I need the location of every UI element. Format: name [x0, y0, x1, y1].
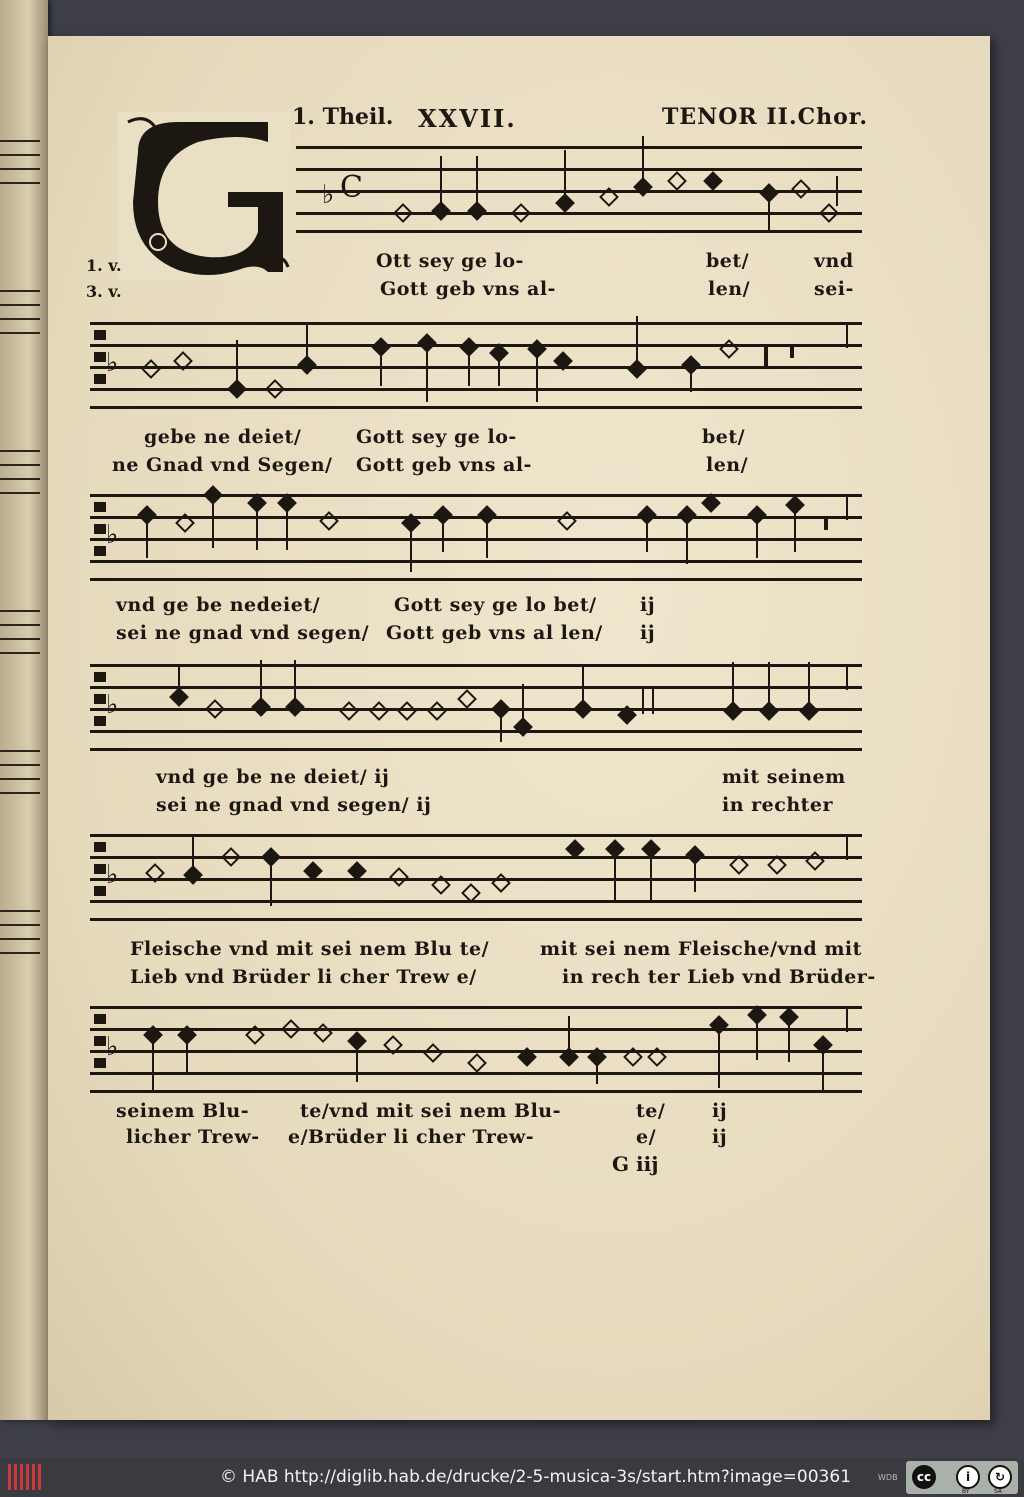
- lyric: te/: [636, 1100, 666, 1122]
- lyric: gebe ne deiet/: [144, 426, 302, 448]
- staff-system-3: [90, 494, 862, 574]
- flat-sign: ♭: [106, 860, 119, 890]
- staff-system-2: [90, 322, 862, 402]
- voice-heading: TENOR II.Chor.: [662, 104, 869, 130]
- viewer-footer: [0, 1458, 1024, 1497]
- share-alike-icon: ↻: [988, 1465, 1012, 1489]
- lyric: in rechter: [722, 794, 834, 816]
- cc-icon: cc: [912, 1465, 936, 1489]
- library-logo-icon[interactable]: [8, 1464, 42, 1490]
- attribution-icon: i: [956, 1465, 980, 1489]
- staff-system-6: [90, 1006, 862, 1086]
- lyric: Ott sey ge lo-: [376, 250, 524, 272]
- signature-mark: G iij: [612, 1152, 659, 1176]
- verse-mark-1: 1. v.: [86, 256, 122, 275]
- lyric: e/Brüder li cher Trew-: [288, 1126, 535, 1148]
- lyric: licher Trew-: [126, 1126, 260, 1148]
- lyric: e/: [636, 1126, 657, 1148]
- staff-system-1: [296, 146, 862, 226]
- lyric: te/vnd mit sei nem Blu-: [300, 1100, 561, 1122]
- decorated-initial-g-icon: [118, 112, 290, 280]
- lyric: mit sei nem Fleische/vnd mit: [540, 938, 862, 960]
- staff-system-4: [90, 664, 862, 744]
- lyric: ij: [640, 622, 656, 644]
- license-by-label: BY: [962, 1488, 970, 1495]
- lyric: Gott geb vns al-: [380, 278, 556, 300]
- lyric: Gott geb vns al len/: [386, 622, 603, 644]
- lyric: len/: [708, 278, 751, 300]
- facing-staff-fragment: [0, 900, 40, 970]
- cc-license-badge[interactable]: [906, 1461, 1018, 1494]
- lyric: bet/: [702, 426, 746, 448]
- flat-sign: ♭: [106, 690, 119, 720]
- facing-staff-fragment: [0, 440, 40, 510]
- copyright-url[interactable]: © HAB http://diglib.hab.de/drucke/2-5-musica-3s/start.htm?image=00361: [220, 1467, 852, 1487]
- lyric: sei ne gnad vnd segen/ ij: [156, 794, 432, 816]
- lyric: bet/: [706, 250, 750, 272]
- facing-page-edge: [0, 0, 48, 1420]
- lyric: ij: [712, 1126, 728, 1148]
- flat-sign: ♭: [106, 1032, 119, 1062]
- staff-system-5: [90, 834, 862, 914]
- verse-mark-3: 3. v.: [86, 282, 122, 301]
- lyric: ne Gnad vnd Segen/: [112, 454, 333, 476]
- lyric: mit seinem: [722, 766, 846, 788]
- lyric: len/: [706, 454, 749, 476]
- page-number-heading: XXVII.: [418, 104, 517, 133]
- facing-staff-fragment: [0, 740, 40, 810]
- lyric: ij: [640, 594, 656, 616]
- lyric: Gott geb vns al-: [356, 454, 532, 476]
- lyric: sei ne gnad vnd segen/: [116, 622, 370, 644]
- lyric: Fleische vnd mit sei nem Blu te/: [130, 938, 490, 960]
- part-heading: 1. Theil.: [292, 104, 394, 130]
- lyric: in rech ter Lieb vnd Brüder-: [562, 966, 876, 988]
- flat-sign: ♭: [322, 180, 335, 210]
- lyric: Gott sey ge lo-: [356, 426, 517, 448]
- flat-sign: ♭: [106, 348, 119, 378]
- lyric: Gott sey ge lo bet/: [394, 594, 597, 616]
- facing-staff-fragment: [0, 130, 40, 200]
- facing-staff-fragment: [0, 280, 40, 350]
- lyric: sei-: [814, 278, 854, 300]
- lyric: vnd: [814, 250, 854, 272]
- lyric: vnd ge be nedeiet/: [116, 594, 321, 616]
- wdb-mark: WDB: [878, 1473, 898, 1482]
- facing-staff-fragment: [0, 600, 40, 670]
- license-sa-label: SA: [994, 1488, 1003, 1495]
- lyric: seinem Blu-: [116, 1100, 250, 1122]
- flat-sign: ♭: [106, 520, 119, 550]
- lyric: ij: [712, 1100, 728, 1122]
- lyric: Lieb vnd Brüder li cher Trew e/: [130, 966, 477, 988]
- mensuration-sign: C: [340, 170, 363, 205]
- lyric: vnd ge be ne deiet/ ij: [156, 766, 390, 788]
